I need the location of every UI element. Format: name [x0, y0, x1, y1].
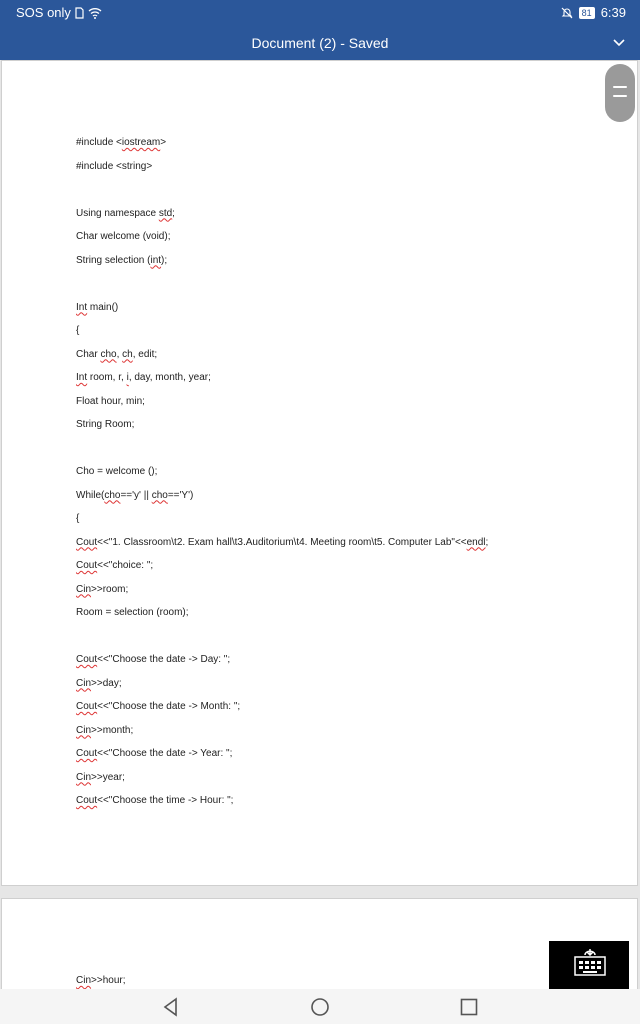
misspelled-word: Cin [76, 975, 92, 986]
text-line [76, 537, 488, 548]
text-segment: ; [485, 536, 489, 548]
text-line [76, 725, 133, 736]
text-segment: ; [172, 207, 175, 219]
misspelled-word: Int [76, 372, 88, 383]
text-line [76, 161, 152, 172]
misspelled-word: cho [151, 489, 168, 501]
text-segment: #include <string> [76, 160, 153, 172]
text-segment: main() [87, 301, 119, 313]
text-line [76, 678, 122, 689]
misspelled-word: int [150, 254, 162, 266]
text-segment: ); [161, 254, 168, 266]
text-line [76, 584, 128, 595]
text-line [76, 419, 134, 430]
text-segment: Cho = welcome (); [76, 466, 158, 477]
text-segment: { [76, 325, 80, 336]
misspelled-word: Cout [76, 654, 98, 665]
text-line [76, 396, 145, 407]
home-icon[interactable] [309, 996, 331, 1018]
text-segment: >>day; [91, 677, 122, 689]
misspelled-word: Cin [76, 724, 92, 736]
text-line [76, 466, 157, 477]
misspelled-word: std [158, 207, 173, 219]
document-title[interactable]: Document (2) - Saved [251, 35, 389, 51]
text-segment: >>hour; [91, 975, 126, 986]
text-segment: <<"Choose the date -> Day: "; [97, 654, 231, 665]
keyboard-toggle-button[interactable] [549, 941, 629, 989]
wifi-icon [88, 7, 102, 19]
text-line [76, 748, 232, 759]
text-line [76, 325, 79, 336]
text-segment: <<"1. Classroom\t2. Exam hall\t3.Auditorium\t4. Meeting room\t5. Computer Lab"<< [97, 536, 467, 548]
mute-icon [561, 7, 573, 19]
clock: 6:39 [600, 5, 626, 20]
text-line [76, 372, 211, 383]
text-line [76, 560, 153, 571]
text-segment: Char [76, 348, 101, 360]
text-segment: Float hour, min; [76, 395, 145, 407]
text-segment: , day, month, year; [128, 372, 211, 383]
document-page-1[interactable] [1, 60, 638, 886]
misspelled-word: endl [466, 536, 486, 548]
recents-icon[interactable] [458, 996, 480, 1018]
text-segment: <<"Choose the date -> Year: "; [97, 748, 233, 759]
back-icon[interactable] [160, 996, 182, 1018]
misspelled-word: Cout [76, 748, 98, 759]
text-line [76, 654, 230, 665]
text-line [76, 349, 157, 360]
text-line [76, 137, 166, 148]
misspelled-word: Cout [76, 701, 98, 712]
misspelled-word: iostream [121, 137, 161, 148]
text-line [76, 772, 125, 783]
battery-icon: 81 [579, 7, 595, 19]
misspelled-word: i [126, 372, 129, 383]
text-segment: , edit; [132, 348, 158, 360]
misspelled-word: Cin [76, 583, 92, 595]
text-line [76, 490, 193, 501]
text-line [76, 975, 126, 986]
text-line [76, 607, 189, 618]
chevron-down-icon[interactable] [612, 36, 626, 50]
scroll-handle[interactable] [605, 64, 635, 122]
text-segment: #include < [76, 137, 122, 148]
text-line [76, 208, 175, 219]
text-segment: =='y' || [120, 489, 152, 501]
keyboard-icon [549, 941, 629, 989]
text-line [76, 302, 118, 313]
text-segment: , [116, 348, 123, 360]
text-segment: String selection ( [76, 254, 151, 266]
misspelled-word: Cout [76, 536, 98, 548]
misspelled-word: Cin [76, 771, 92, 783]
text-segment: >>year; [91, 771, 125, 783]
sim-card-icon [75, 7, 84, 19]
title-bar [0, 26, 640, 60]
text-segment: >>room; [91, 583, 129, 595]
text-segment: String Room; [76, 419, 135, 430]
text-line [76, 795, 233, 806]
text-segment: While( [76, 489, 105, 501]
misspelled-word: ch [122, 348, 133, 360]
text-line [76, 231, 170, 242]
text-segment: { [76, 513, 80, 524]
text-segment: >>month; [91, 724, 134, 736]
text-segment: =='Y') [167, 489, 194, 501]
misspelled-word: Cout [76, 795, 98, 806]
text-segment: > [160, 137, 167, 148]
status-bar [0, 0, 640, 26]
text-line [76, 701, 240, 712]
misspelled-word: Cin [76, 677, 92, 689]
text-segment: Using namespace [76, 207, 159, 219]
system-navigation-bar [0, 989, 640, 1024]
carrier-label: SOS only [16, 5, 71, 20]
misspelled-word: Cout [76, 560, 98, 571]
misspelled-word: cho [104, 489, 121, 501]
text-segment: Room = selection (room); [76, 607, 189, 618]
misspelled-word: Int [76, 301, 88, 313]
text-segment: room, r, [87, 372, 127, 383]
text-segment: Char welcome (void); [76, 231, 171, 242]
text-segment: <<"Choose the time -> Hour: "; [97, 795, 234, 806]
text-segment: <<"choice: "; [97, 560, 154, 571]
text-line [76, 513, 79, 524]
misspelled-word: cho [100, 348, 117, 360]
text-line [76, 255, 167, 266]
text-segment: <<"Choose the date -> Month: "; [97, 701, 241, 712]
